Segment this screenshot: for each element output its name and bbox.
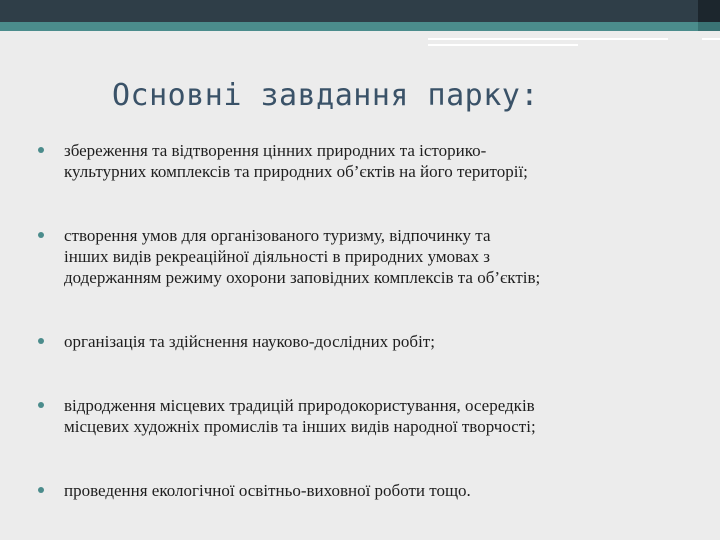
decorative-line-1: [428, 38, 668, 40]
bullet-item-2: [38, 225, 698, 288]
bullet-dot-icon: [38, 232, 44, 238]
header-band: [0, 0, 720, 22]
slide-title: Основні завдання парку:: [112, 78, 539, 113]
bullet-dot-icon: [38, 487, 44, 493]
accent-bar-corner: [698, 22, 720, 31]
decorative-line-3: [702, 38, 720, 40]
decorative-line-2: [428, 44, 578, 46]
bullet-item-3: [38, 331, 698, 352]
bullet-text: створення умов для організованого туризму, відпочинку та інших видів рекреаційної діяльності в природних умовах з додержанням режиму охорони заповідних комплексів та об’єктів;: [64, 226, 541, 287]
accent-bar: [0, 22, 720, 31]
bullet-text: відродження місцевих традицій природокористування, осередків місцевих художніх промислів та інших видів народної творчості;: [64, 396, 536, 436]
bullet-dot-icon: [38, 402, 44, 408]
bullet-item-4: [38, 395, 698, 437]
header-corner-block: [698, 0, 720, 22]
bullet-dot-icon: [38, 338, 44, 344]
bullet-text: організація та здійснення науково-дослідних робіт;: [64, 332, 435, 351]
bullet-text: проведення екологічної освітньо-виховної роботи тощо.: [64, 481, 471, 500]
bullet-dot-icon: [38, 147, 44, 153]
bullet-item-5: [38, 480, 698, 501]
bullet-text: збереження та відтворення цінних природних та історико- культурних комплексів та природних об’єктів на його території;: [64, 141, 528, 181]
bullet-item-1: [38, 140, 698, 182]
bullet-list: [38, 140, 698, 501]
